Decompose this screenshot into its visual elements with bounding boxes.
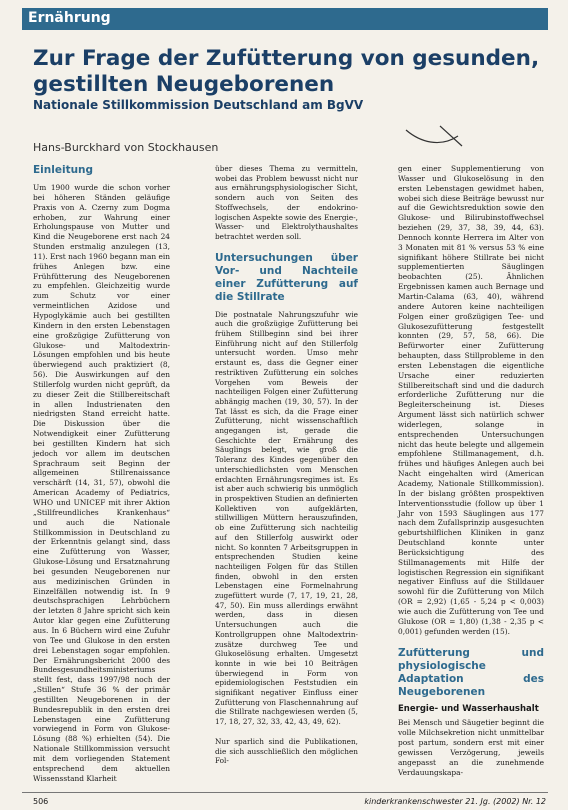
heading-einleitung: Einleitung <box>33 164 94 176</box>
column-1 <box>33 164 170 783</box>
column-2 <box>215 164 358 766</box>
paragraph: Bei Mensch und Säugetier beginnt die volle Milchsekretion nicht unmittelbar post partum, sondern erst mit einer gewissen Verzögerung, jeweils angepasst an die zunehmende Verdauungskapa- <box>398 718 544 777</box>
paragraph: Die postnatale Nahrungszufuhr wie auch die großzügige Zufütterung bei frühem Stillbeginn sind bei ihrer Einführung nicht auf den Stillerfolg untersucht worden. Umso mehr erstaunt es, dass die Gegner einer restriktiven Zufütterung ein solches Vorgehen vom Beweis der nachteiligen Folgen einer Zufütterung abhängig machen (19, 30, 57). In der Tat lässt es sich, da die Frage einer Zufütterung, nicht wissenschaftlich angegangen ist, gerade die Geschichte der Ernährung des Säuglings belegt, wie groß die Toleranz des Kindes gegenüber den unterschiedlichsten vom Menschen erdachten Ernährungsregimes ist. Es ist aber auch schwierig bis unmöglich in prospektiven Studien an definierten Kollektiven von aufgeklärten, stillwilligen Müttern herauszufinden, ob eine Zufütterung sich nachteilig auf den Stillerfolg auswirkt oder nicht. So konnten 7 Arbeitsgruppen in entsprechenden Studien keine nachteiligen Folgen für das Stillen finden, obwohl in den ersten Lebenstagen eine Formelnahrung zugefüttert wurde (7, 17, 19, 21, 28, 47, 50). Ein muss allerdings erwähnt werden, dass in diesen Untersuchungen auch die Kontrollgruppen ohne Maltodextrin-zusätze durchweg Tee und Glukoselösung erhalten. Umgesetzt konnte in wie bei 10 Beiträgen überwiegend in Form von epidemiologischen Feststudien ein signifikant negativer Einfluss einer Zufütterung von Flaschennahrung auf die Stillrate nachgewiesen werden (5, 17, 18, 27, 32, 33, 42, 43, 49, 62). <box>215 309 358 727</box>
page-number: 506 <box>33 797 49 806</box>
subheading-energie: Energie- und Wasserhaushalt <box>398 703 539 714</box>
paragraph: Um 1900 wurde die schon vorher bei höheren Ständen geläufige Praxis von A. Czerny zum Dogma erhoben, zur Wahrung einer Erholungspause von Mutter und Kind die Neugeborene erst nach 24 Stunden erstmalig anzulegen (13, 11). Erst nach 1960 begann man ein frühes Anlegen bzw. eine Frühfütterung des Neugeborenen zu empfehlen. Gleichzeitig wurde zum Schutz vor einer vermeintlichen Azidose und Hypoglykämie auch bei gestillten Kindern in den ersten Lebenstagen eine großzügige Zufütterung von Glukose- und Maltodextrin-Lösungen empfohlen und bis heute überwiegend auch praktiziert (8, 56). Die Auswirkungen auf den Stillerfolg wurden nicht geprüft, da zu dieser Zeit die Stillbereitschaft in allen Industrienaten den niedrigsten Stand erreicht hatte. Die Diskussion über die Notwendigkeit einer Zufütterung bei gestillten Kindern hat sich jedoch vor allem im deutschen Sprachraum seit Beginn der allgemeinen Stillrenaissance verschärft (14, 31, 57), obwohl die American Academy of Pediatrics, WHO und UNICEF mit ihrer Aktion „Stillfreundliches Krankenhaus“ und auch die Nationale Stillkommission in Deutschland zu der Erkenntnis gelangt sind, dass eine Zufütterung von Wasser, Glukose-Lösung und Ersatznahrung bei gesunden Neugeborenen nur aus medizinischen Gründen in Einzelfällen notwendig ist. In 9 deutschsprachigen Lehrbüchern der letzten 8 Jahre spricht sich kein Autor klar gegen eine Zufütterung aus. In 6 Büchern wird eine Zufuhr von Tee und Glukose in den ersten drei Lebenstagen sogar empfohlen. Der Ernährungsbericht 2000 des Bundesgesundheitsministeriums stellt fest, dass 1997/98 noch der „Stillen“ Stufe 36 % der primär gestillten Neugeborenen in der Bundesrepublik in den ersten drei Lebenstagen eine Zufütterung vorwiegend in Form von Glukose-Lösung (88 %) erhielten (54). Die Nationale Stillkommission versucht mit dem vorliegenden Statement entsprechend dem aktuellen Wissensstand Klarheit <box>33 183 170 783</box>
handwritten-mark <box>400 112 490 162</box>
section-bar <box>22 8 548 30</box>
heading-untersuchungen: Untersuchungen über Vor- und Nachteile einer Zufütterung auf die Stillrate <box>215 251 358 303</box>
author-name: Hans-Burckhard von Stockhausen <box>33 141 219 154</box>
footer-divider <box>22 792 548 793</box>
article-title: Zur Frage der Zufütterung von gesunden, gestillten Neugeborenen <box>33 46 540 97</box>
article-subtitle: Nationale Stillkommission Deutschland am BgVV <box>33 98 364 112</box>
paragraph: über dieses Thema zu vermitteln, wobei das Problem bewusst nicht nur aus ernährungsphysiologischer Sicht, sondern auch von Seiten des Stoffwechsels, der endokrino-logischen Aspekte sowie des Energie-, Wasser- und Elektrolythaushaltes betrachtet werden soll. <box>215 164 358 241</box>
heading-zufuetterung: Zufütterung und physiologische Adaptation des Neugeborenen <box>398 646 544 698</box>
journal-name: kinderkrankenschwester 21. Jg. (2002) Nr. 12 <box>364 797 546 806</box>
paragraph: Nur sparlich sind die Publikationen, die sich ausschließlich den möglichen Fol- <box>215 736 358 766</box>
column-3 <box>398 164 544 777</box>
paragraph: gen einer Supplementierung von Wasser und Glukoselösung in den ersten Lebenstagen gewidmet haben, wobei sich diese Beiträge bewusst nur auf die Gewichtsreduktion sowie den Glukose- und Bilirubinstoffwechsel beziehen (29, 37, 38, 39, 44, 63). Dennoch konnte Herrera im Alter von 3 Monaten mit 81 % versus 53 % eine signifikant höhere Stillrate bei nicht supplementierten Säuglingen beobachten (25). Ähnlichen Ergebnissen kamen auch Bernage und Martin-Calama (63, 40), während andere Autoren keine nachteiligen Folgen einer großzügigen Tee- und Glukosezufütterung festgestellt konnten (29, 57, 58, 66). Die Befürworter einer Zufütterung behaupten, dass Stillprobleme in den ersten Lebenstagen die eigentliche Ursache einer reduzierten Stillbereitschaft sind und die dadurch erforderliche Zufütterung nur die Begleiterscheinung ist. Dieses Argument lässt sich natürlich schwer widerlegen, solange in entsprechenden Untersuchungen nicht das heute belegte und allgemein empfohlene Stillmanagement, d.h. frühes und häufiges Anlegen auch bei Nacht eingehalten wird (American Academy, Nationale Stillkommission). In der bislang größten prospektiven Interventionsstudie (follow up über 1 Jahr von 1593 Säuglingen aus 177 nach dem Zufallsprinzip ausgesuchten geburtshilflichen Kliniken in ganz Deutschland konnte unter Berücksichtigung des Stillmanagements mit Hilfe der logistischen Regression ein signifikant negativer Einfluss auf die Stilldauer sowohl für die Zufütterung von Milch (OR = 2,92) (1,65 - 5,24 p < 0,003) wie auch die Zufütterung von Tee und Glukose (OR = 1,80) (1,38 - 2,35 p < 0,001) gefunden werden (15). <box>398 164 544 636</box>
section-label: Ernährung <box>28 10 111 26</box>
